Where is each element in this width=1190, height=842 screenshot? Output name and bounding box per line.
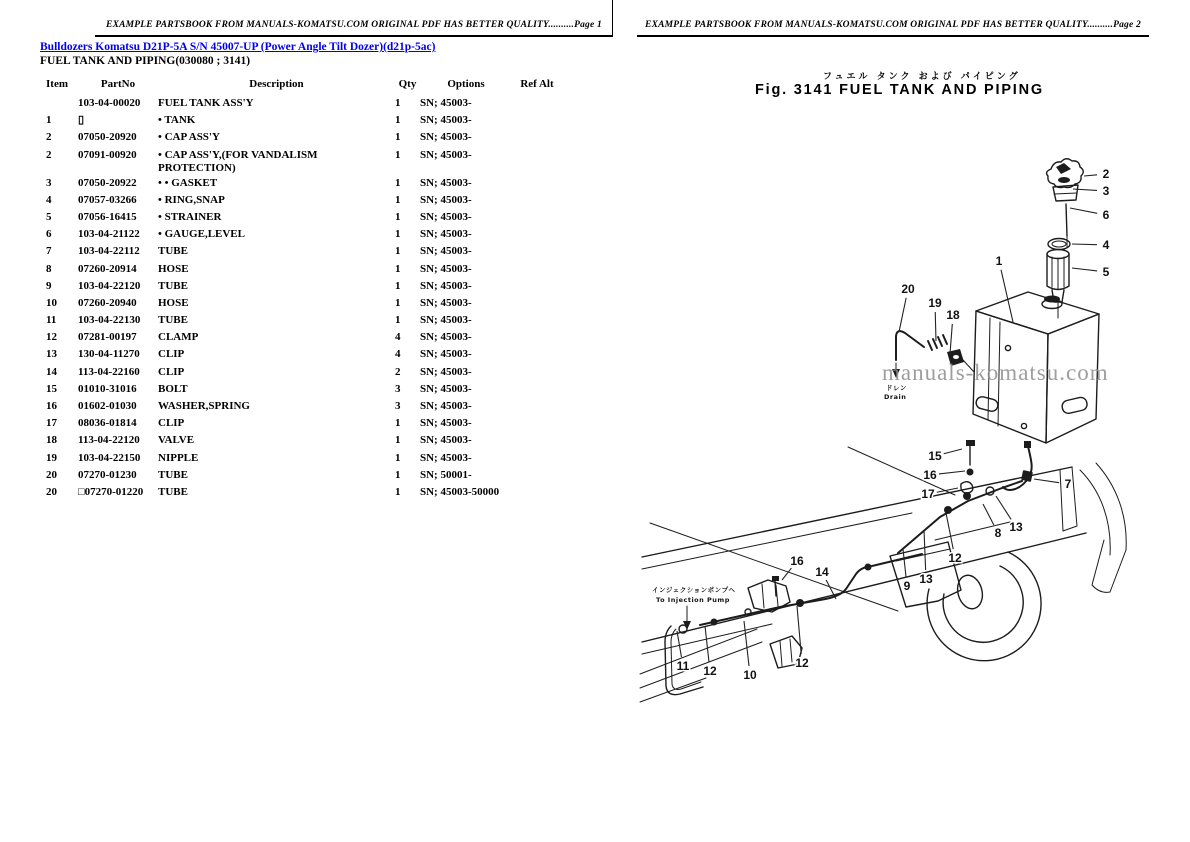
cell-options: SN; 45003-	[420, 114, 472, 127]
callout-number: 12	[795, 656, 809, 670]
cell-options: SN; 45003-	[420, 279, 472, 292]
callout-number: 10	[743, 668, 757, 682]
cell-partno: 07057-03266	[78, 193, 137, 206]
cell-desc: • CAP ASS'Y	[158, 131, 220, 144]
cell-item: 2	[46, 148, 52, 161]
cell-qty: 1	[395, 279, 401, 292]
cell-item: 6	[46, 228, 52, 241]
table-row	[46, 192, 566, 209]
callout-number: 7	[1064, 477, 1072, 491]
cell-qty: 1	[395, 114, 401, 127]
cell-qty: 1	[395, 245, 401, 258]
table-row	[46, 112, 566, 129]
callout-number: 12	[948, 551, 962, 565]
cell-partno: 113-04-22120	[78, 434, 140, 447]
cell-options: SN; 45003-	[420, 245, 472, 258]
page-edge-mark	[612, 0, 613, 37]
cell-item: 8	[46, 262, 52, 275]
callout-number: 16	[790, 554, 804, 568]
page2-running-header: EXAMPLE PARTSBOOK FROM MANUALS-KOMATSU.COM ORIGINAL PDF HAS BETTER QUALITY..........Page 2	[637, 20, 1149, 37]
cell-qty: 1	[395, 485, 401, 498]
table-row	[46, 432, 566, 449]
cell-desc: CLIP	[158, 417, 185, 430]
callout-leader	[944, 449, 962, 454]
table-row	[46, 226, 566, 243]
cell-options: SN; 45003-	[420, 176, 472, 189]
cell-options: SN; 45003-	[420, 210, 472, 223]
cell-options: SN; 45003-	[420, 262, 472, 275]
cell-item: 9	[46, 279, 52, 292]
callout-leader	[1072, 268, 1097, 271]
parts-table-rows	[46, 95, 566, 501]
cell-partno: 103-04-22130	[78, 314, 141, 327]
cell-qty: 1	[395, 262, 401, 275]
cell-partno: 07260-20914	[78, 262, 137, 275]
cell-item: 13	[46, 348, 57, 361]
callout-leader	[983, 504, 994, 525]
col-header-qty: Qty	[398, 78, 417, 90]
cell-item: 1	[46, 114, 52, 127]
cell-partno: 130-04-11270	[78, 348, 140, 361]
cell-qty: 1	[395, 314, 401, 327]
callout-number: 13	[919, 572, 933, 586]
figure-title-japanese: フュエル タンク および パイピング	[823, 72, 1021, 82]
table-row	[46, 364, 566, 381]
cell-partno: 103-04-21122	[78, 228, 140, 241]
cell-partno: □07270-01220	[78, 485, 144, 498]
cell-item: 12	[46, 331, 57, 344]
cell-options: SN; 45003-	[420, 228, 472, 241]
figure-title: Fig. 3141 FUEL TANK AND PIPING	[755, 82, 1044, 98]
callout-number: 2	[1102, 167, 1110, 181]
cell-item: 2	[46, 131, 52, 144]
drain-label-en: Drain	[884, 393, 907, 401]
col-header-description: Description	[249, 78, 304, 90]
fuel-cap-drawing	[1047, 159, 1084, 201]
callout-leader	[899, 298, 906, 332]
callout-leader	[1034, 479, 1059, 483]
cell-item: 5	[46, 210, 52, 223]
callout-number: 20	[901, 282, 915, 296]
callout-number: 13	[1009, 520, 1023, 534]
col-header-item: Item	[46, 78, 68, 90]
table-row	[46, 467, 566, 484]
cell-desc: • RING,SNAP	[158, 193, 225, 206]
cell-qty: 1	[395, 296, 401, 309]
cell-item: 19	[46, 451, 57, 464]
cell-options: SN; 45003-	[420, 314, 472, 327]
callout-number: 6	[1102, 208, 1110, 222]
cell-desc: HOSE	[158, 262, 189, 275]
cell-partno: 01602-01030	[78, 400, 137, 412]
callout-leader	[939, 471, 965, 474]
callout-layer	[677, 167, 1110, 682]
cell-partno: 07050-20922	[78, 176, 137, 189]
cell-qty: 1	[395, 176, 401, 189]
cell-partno: 103-04-22120	[78, 279, 141, 292]
cell-partno: 01010-31016	[78, 382, 137, 395]
col-header-refalt: Ref Alt	[520, 78, 554, 90]
callout-number: 19	[928, 296, 942, 310]
callout-leader	[950, 324, 952, 354]
cell-partno: 07260-20940	[78, 296, 137, 309]
cell-partno: 103-04-00020	[78, 97, 141, 109]
parts-diagram	[630, 95, 1190, 795]
callout-leader	[1072, 244, 1097, 245]
cell-partno: 103-04-22150	[78, 451, 141, 464]
table-row	[46, 243, 566, 260]
cell-desc: TUBE	[158, 314, 188, 327]
cell-qty: 3	[395, 400, 401, 412]
table-row	[46, 278, 566, 295]
injection-pump-label-en: To Injection Pump	[656, 596, 730, 604]
callout-leader	[1001, 270, 1013, 322]
cell-qty: 1	[395, 434, 401, 447]
callout-number: 11	[676, 659, 690, 673]
table-row	[46, 450, 566, 467]
cell-options: SN; 45003-	[420, 193, 472, 206]
cell-qty: 1	[395, 210, 401, 223]
cell-item: 17	[46, 417, 57, 430]
injection-pump-label-jp: インジェクションポンプへ	[652, 586, 736, 594]
cell-partno: 07056-16415	[78, 210, 137, 223]
table-row	[46, 261, 566, 278]
cell-partno: 113-04-22160	[78, 365, 140, 378]
callout-leader	[1084, 175, 1097, 176]
cell-options: SN; 45003-	[420, 296, 472, 309]
cell-partno: 07091-00920	[78, 148, 137, 161]
injection-pump-arrow	[683, 606, 691, 630]
cell-desc: TUBE	[158, 468, 188, 481]
callout-leader	[797, 606, 801, 654]
cell-options: SN; 45003-50000	[420, 485, 500, 498]
table-row	[46, 415, 566, 432]
cell-partno: 07281-00197	[78, 331, 137, 344]
cell-desc: FUEL TANK ASS'Y	[158, 97, 254, 109]
cell-desc: TUBE	[158, 485, 188, 498]
cell-qty: 1	[395, 131, 401, 144]
drain-label-jp: ドレン	[886, 384, 907, 392]
cell-qty: 2	[395, 365, 401, 378]
table-row	[46, 398, 566, 415]
cell-options: SN; 45003-	[420, 131, 472, 144]
cell-qty: 1	[395, 417, 401, 430]
cell-desc: CLAMP	[158, 331, 199, 344]
cell-desc: • CAP ASS'Y,(FOR VANDALISM PROTECTION)	[158, 148, 318, 174]
cell-options: SN; 45003-	[420, 148, 472, 161]
cell-item: 20	[46, 468, 57, 481]
cell-options: SN; 50001-	[420, 468, 472, 481]
cell-partno: 07050-20920	[78, 131, 137, 144]
callout-number: 9	[903, 579, 911, 593]
callout-number: 18	[946, 308, 960, 322]
callout-number: 15	[928, 449, 942, 463]
cell-desc: CLIP	[158, 365, 185, 378]
cell-qty: 4	[395, 348, 401, 361]
callout-number: 3	[1102, 184, 1110, 198]
callout-number: 5	[1102, 265, 1110, 279]
cell-options: SN; 45003-	[420, 331, 472, 344]
cell-desc: • STRAINER	[158, 210, 222, 223]
callout-number: 12	[703, 664, 717, 678]
callout-leader	[946, 513, 953, 549]
cell-options: SN; 45003-	[420, 365, 472, 378]
cell-desc: CLIP	[158, 348, 185, 361]
cell-qty: 1	[395, 468, 401, 481]
callout-number: 14	[815, 565, 829, 579]
callout-leader	[935, 312, 936, 341]
callout-number: 16	[923, 468, 937, 482]
watermark-text: manuals-komatsu.com	[882, 360, 1109, 385]
cell-item: 15	[46, 382, 57, 395]
cell-item: 20	[46, 485, 57, 498]
table-row	[46, 312, 566, 329]
cell-options: SN; 45003-	[420, 417, 472, 430]
cell-item: 3	[46, 176, 52, 189]
table-row	[46, 95, 566, 112]
table-row	[46, 147, 566, 175]
cell-options: SN; 45003-	[420, 434, 472, 447]
cell-qty: 4	[395, 331, 401, 344]
cell-options: SN; 45003-	[420, 348, 472, 361]
cell-desc: TUBE	[158, 279, 188, 292]
cell-partno: 08036-01814	[78, 417, 137, 430]
section-title: FUEL TANK AND PIPING(030080 ; 3141)	[40, 55, 251, 67]
cell-desc: • • GASKET	[158, 176, 218, 189]
callout-number: 4	[1102, 238, 1110, 252]
table-row	[46, 129, 566, 146]
cell-desc: BOLT	[158, 382, 188, 395]
cell-desc: • GAUGE,LEVEL	[158, 228, 245, 241]
cell-item: 14	[46, 365, 57, 378]
table-row	[46, 346, 566, 363]
col-header-partno: PartNo	[100, 78, 136, 90]
cell-partno: ▯	[78, 114, 85, 127]
cell-partno: 103-04-22112	[78, 245, 140, 258]
col-header-options: Options	[447, 78, 485, 90]
cell-partno: 07270-01230	[78, 468, 137, 481]
cell-item: 4	[46, 193, 52, 206]
cell-qty: 1	[395, 148, 401, 161]
cell-desc: HOSE	[158, 296, 189, 309]
callout-leader	[1070, 208, 1097, 213]
table-row	[46, 209, 566, 226]
callout-leader	[705, 626, 709, 662]
cell-item: 10	[46, 296, 57, 309]
cell-qty: 1	[395, 228, 401, 241]
cell-item: 11	[46, 314, 57, 327]
parts-table	[46, 78, 566, 501]
table-row	[46, 484, 566, 501]
callout-leader	[677, 631, 681, 657]
cell-options: SN; 45003-	[420, 97, 472, 109]
cell-item	[46, 95, 78, 97]
cell-qty: 1	[395, 97, 401, 109]
cell-desc: • TANK	[158, 114, 196, 127]
cell-desc: TUBE	[158, 245, 188, 258]
cell-desc: WASHER,SPRING	[158, 400, 250, 412]
mount-hardware-drawing	[961, 440, 975, 493]
callout-number: 8	[994, 526, 1002, 540]
cell-desc: NIPPLE	[158, 451, 199, 464]
callout-number: 17	[921, 487, 935, 501]
cell-options: SN; 45003-	[420, 451, 472, 464]
callout-leader	[924, 530, 926, 570]
parts-table-header	[46, 78, 566, 95]
cell-options: SN; 45003-	[420, 382, 472, 395]
model-breadcrumb-link[interactable]: Bulldozers Komatsu D21P-5A S/N 45007-UP (Power Angle Tilt Dozer)(d21p-5ac)	[40, 41, 436, 53]
cell-options: SN; 45003-	[420, 400, 472, 412]
callout-number: 1	[995, 254, 1003, 268]
cell-item: 18	[46, 434, 57, 447]
cell-qty: 3	[395, 382, 401, 395]
cell-qty: 1	[395, 193, 401, 206]
table-row	[46, 175, 566, 192]
callout-leader	[996, 496, 1011, 519]
strainer-drawing	[1047, 250, 1069, 319]
table-row	[46, 381, 566, 398]
cell-desc: VALVE	[158, 434, 195, 447]
cell-item: 7	[46, 245, 52, 258]
page1-running-header: EXAMPLE PARTSBOOK FROM MANUALS-KOMATSU.COM ORIGINAL PDF HAS BETTER QUALITY..........Page 1	[95, 20, 613, 37]
cell-item: 16	[46, 400, 57, 412]
cell-qty: 1	[395, 451, 401, 464]
table-row	[46, 329, 566, 346]
table-row	[46, 295, 566, 312]
callout-leader	[744, 621, 749, 666]
